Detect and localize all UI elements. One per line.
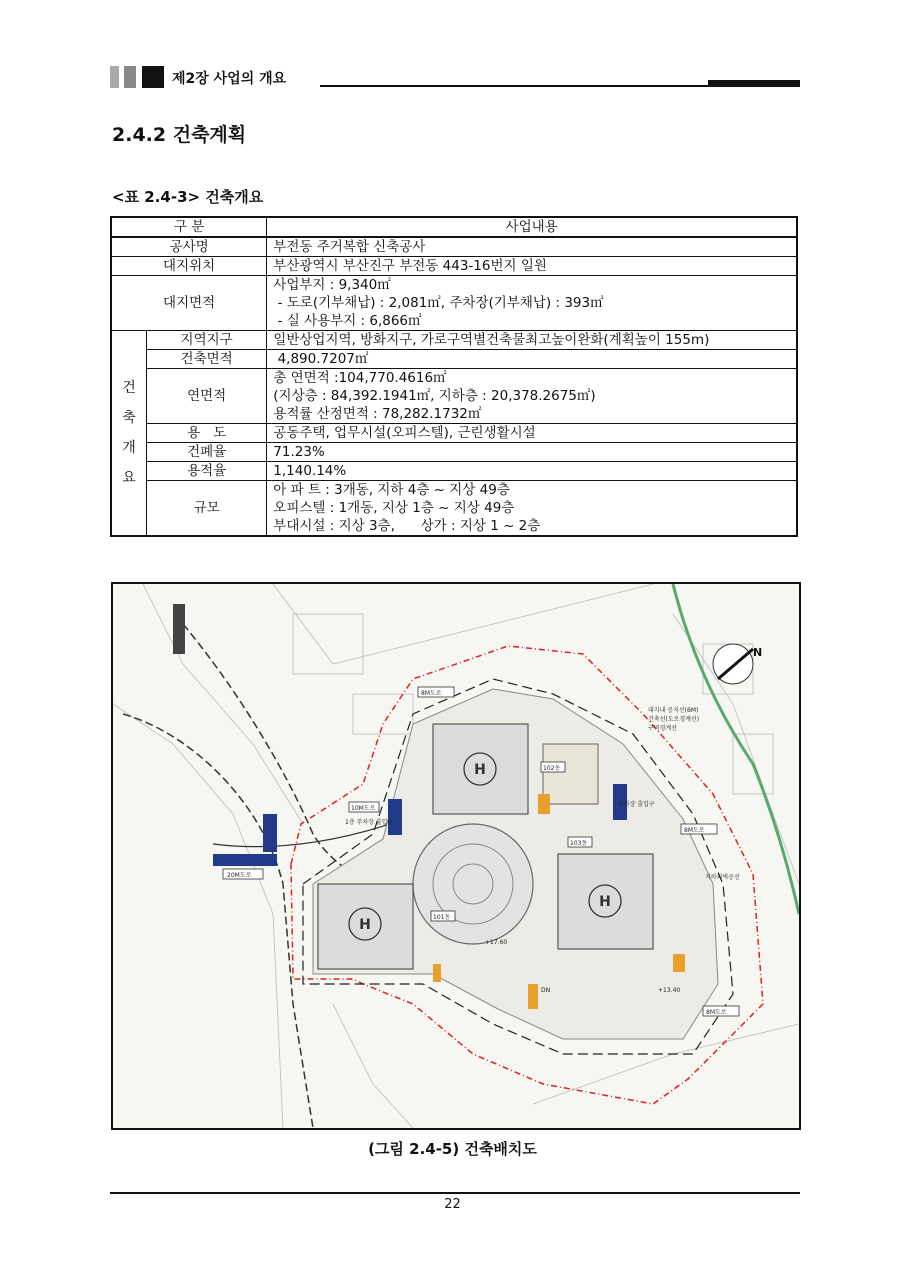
section-title: 2.4.2 건축계획 — [112, 124, 247, 146]
header-content: 사업내용 — [267, 217, 797, 237]
elevation-label: +17.60 — [485, 939, 508, 946]
row-label: 건축면적 — [147, 350, 267, 369]
parking-entrance-label: 주차장 출입구 — [618, 801, 655, 808]
row-value: 부산광역시 부산진구 부전동 443-16번지 일원 — [267, 257, 797, 276]
building-label: 102동 — [543, 765, 561, 772]
chapter-title: 제2장 사업의 개요 — [172, 71, 287, 87]
row-value: 1,140.14% — [267, 462, 797, 481]
side-char: 축 — [122, 410, 136, 426]
road-label: 10M도로 — [351, 805, 376, 812]
header-rule-thick — [708, 80, 800, 87]
table-row — [111, 462, 797, 481]
header-bar-light — [110, 66, 119, 88]
header-bar-mid — [124, 66, 136, 88]
row-value: 4,890.7207㎡ — [267, 350, 797, 369]
building-overview-table — [110, 216, 798, 537]
row-value-line: 아 파 트 : 3개동, 지하 4층 ~ 지상 49층 — [267, 481, 797, 500]
table-row — [111, 481, 797, 500]
svg-text:H: H — [599, 894, 611, 910]
row-value-line: - 도로(기부채납) : 2,081㎡, 주차장(기부채납) : 393㎡ — [267, 294, 797, 312]
svg-text:H: H — [359, 917, 371, 933]
svg-text:H: H — [474, 762, 486, 778]
table-row — [111, 443, 797, 462]
table-row — [111, 331, 797, 350]
road-label: 20M도로 — [227, 872, 252, 879]
legend-label: 대지내 공지선(6M) — [648, 707, 699, 714]
row-value-line: 용적률 산정면적 : 78,282.1732㎡ — [267, 405, 797, 424]
legend-label: 건축선(도로경계선) — [648, 716, 700, 723]
row-value-line: - 실 사용부지 : 6,866㎡ — [267, 312, 797, 331]
parking-entrance-label: 1층 주차장 출입구 — [345, 819, 394, 826]
chapter-header — [110, 66, 800, 90]
row-value: 공동주택, 업무시설(오피스텔), 근린생활시설 — [267, 424, 797, 443]
road-label: 8M도로 — [684, 827, 705, 834]
header-bar-dark — [142, 66, 164, 88]
row-value: 일반상업지역, 방화지구, 가로구역별건축물최고높이완화(계획높이 155m) — [267, 331, 797, 350]
row-label: 건폐율 — [147, 443, 267, 462]
row-label: 용적율 — [147, 462, 267, 481]
footer-rule — [110, 1192, 800, 1194]
legend-label: 구역경계선 — [648, 725, 677, 732]
row-label: 지역지구 — [147, 331, 267, 350]
table-row — [111, 237, 797, 257]
elevation-label: +13.40 — [658, 987, 681, 994]
building-label: 101동 — [433, 914, 451, 921]
page-number: 22 — [444, 1197, 461, 1212]
road-label: 8M도로 — [706, 1009, 727, 1016]
row-label: 공사명 — [111, 237, 267, 257]
site-plan-labels — [113, 584, 799, 1128]
road-label: 8M도로 — [421, 690, 442, 697]
side-char: 건 — [122, 380, 136, 396]
row-value-line: 오피스텔 : 1개동, 지상 1층 ~ 지상 49층 — [267, 499, 797, 517]
north-arrow: N — [753, 646, 763, 659]
row-value-line: 부대시설 : 지상 3층, 상가 : 지상 1 ~ 2층 — [267, 517, 797, 536]
side-char: 요 — [122, 470, 136, 486]
row-label: 용 도 — [147, 424, 267, 443]
table-row — [111, 350, 797, 369]
building-label: 103동 — [570, 840, 588, 847]
site-plan-figure — [111, 582, 801, 1130]
table-row — [111, 424, 797, 443]
row-label: 대지면적 — [111, 276, 267, 331]
row-label: 연면적 — [147, 369, 267, 424]
side-label — [111, 331, 147, 537]
row-label: 규모 — [147, 481, 267, 537]
table-row — [111, 369, 797, 388]
row-value: 71.23% — [267, 443, 797, 462]
row-value-line: (지상층 : 84,392.1941㎡, 지하층 : 20,378.2675㎡) — [267, 387, 797, 405]
row-value: 부전동 주거복합 신축공사 — [267, 237, 797, 257]
table-caption: <표 2.4-3> 건축개요 — [112, 188, 264, 206]
table-row — [111, 276, 797, 295]
direction-label: DN — [541, 987, 551, 994]
row-value-line: 사업부지 : 9,340㎡ — [267, 276, 797, 295]
table-header-row — [111, 217, 797, 237]
side-char: 개 — [122, 440, 136, 456]
row-value-line: 총 연면적 :104,770.4616㎡ — [267, 369, 797, 388]
underground-line-label: 지하외벽공선 — [705, 874, 740, 881]
row-label: 대지위치 — [111, 257, 267, 276]
header-category: 구 분 — [111, 217, 267, 237]
table-row — [111, 257, 797, 276]
figure-caption: (그림 2.4-5) 건축배치도 — [368, 1140, 537, 1158]
